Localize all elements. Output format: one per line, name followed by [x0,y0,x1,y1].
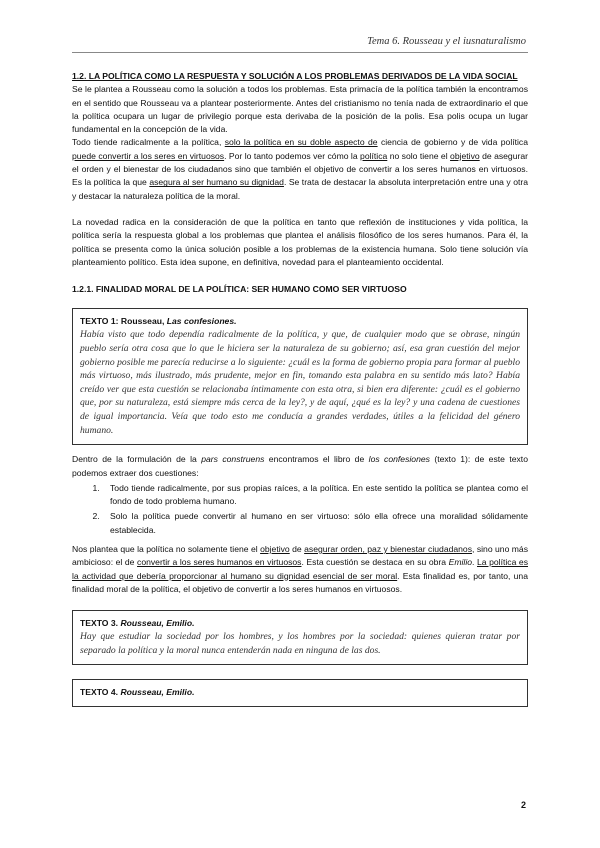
text-run: de [289,543,305,554]
paragraph-1: Se le plantea a Rousseau como la solución a todos los problemas. Esta primacía de la política también la encontramos en el sentido que Rousseau va a plantear posteriormente. Antes del cristianismo no tenía nada de extraordinario el que la política ocupara un lugar de privilegio porque esta derivaba de la posición de la polis. Esa polis ocupa un lugar fundamental en la concepción de la vida. [72,84,528,135]
text-run: Nos plantea que la política no solamente tiene el [72,543,261,554]
text-run: Todo tiende radicalmente a la política, [72,137,225,148]
underlined-run: convertir a los seres humanos en virtuosos [137,557,302,568]
underlined-run: solo la política en su doble aspecto de [224,137,378,148]
texto-4-box [72,679,528,707]
text-run: . Esta cuestión se destaca en su obra [301,557,449,568]
underlined-run: asegura al ser humano su dignidad [149,177,284,188]
underlined-run: La política es la actividad que debería proporcionar al humano su dignidad esencial de ser moral [72,557,528,581]
page-content [72,70,528,715]
texto-work: Rousseau, Emilio. [120,687,195,698]
text-run: ciencia de gobierno y de vida política [377,137,528,148]
text-run: . Se trata de destacar la absoluta interpretación entre una y otra y destacar la naturaleza política de la moral. [72,177,528,201]
section-heading: 1.2. LA POLÍTICA COMO LA RESPUESTA Y SOLUCIÓN A LOS PROBLEMAS DERIVADOS DE LA VIDA SOCIAL [72,71,518,81]
italic-run: los confesiones [368,454,430,465]
texto-1-quote: Había visto que todo dependía radicalmente de la política, y que, de cualquier modo que se obrase, ningún pueblo sería otra cosa que lo que le hiciera ser la naturaleza de su gobierno; así, esa gran cuestión del mejor gobierno posible me parecía reducirse a lo siguiente: ¿cuál es la forma de gobierno propia para formar al pueblo más virtuoso, más ilustrado, más prudente, mejor en fin, tomando esta palabra en su sentido más lato? Había creído ver que esta cuestión se relacionaba íntimamente con esta otra, si bien era diferente: ¿cuál es el gobierno que, por su naturaleza, está siempre más cerca de la ley?, y de aquí, ¿qué es la ley? y una cadena de cuestiones de igual importancia. Veía que todo esto me conducía a grandes verdades, útiles a la felicidad del género humano. [80,329,520,436]
texto-label: TEXTO 3. [80,618,121,629]
text-run: Dentro de la formulación de la [72,454,202,465]
paragraph-2 [72,136,528,202]
underlined-run: puede convertir a los seres en virtuosos [72,150,225,161]
texto-3-quote: Hay que estudiar la sociedad por los hombres, y los hombres por la sociedad: quienes quieran tratar por separado la política y la moral nunca entenderán nada en ninguna de las dos. [80,631,520,656]
running-header: Tema 6. Rousseau y el iusnaturalismo [367,36,526,47]
header-rule [72,52,528,53]
text-run: encontramos el libro de [264,454,369,465]
italic-run: Emilio [448,557,473,568]
underlined-run: objetivo [450,150,480,161]
text-run: . [472,557,477,568]
italic-run: pars construens [201,454,265,465]
underlined-run: asegurar orden, paz y bienestar ciudadanos [304,543,473,554]
paragraph-4 [72,543,528,596]
paragraph-3: La novedad radica en la consideración de que la política en tanto que reflexión de instituciones y vida política, la política sería la respuesta global a los problemas que plantea el análisis filosófico de los seres humanos. Para él, la política se presenta como la única solución posible a los problemas de la existencia humana. Solo tiene solución vía planteamiento político. Esta idea supone, en definitiva, novedad para el planteamiento occidental. [72,216,528,267]
list-item: 2. Solo la política puede convertir al humano en ser virtuoso: sólo ella ofrece una moralidad sólidamente establecida. [102,510,528,537]
text-run: de asegurar el orden y el bienestar de los ciudadanos sino que también el objetivo de convertir a los seres humanos en virtuosos. Es la política la que [72,150,528,188]
texto-1-box [72,308,528,445]
text-run: no solo tiene el [387,150,451,161]
text-run: . Esta finalidad es, por tanto, una finalidad moral de la política, el objetivo de convertir a los seres humanos en virtuosos. [72,570,528,594]
texto-1-title [80,315,520,328]
texto-4-title [80,686,520,699]
list-item: 1. Todo tiende radicalmente, por sus propias raíces, a la política. En este sentido la política se plantea como el fondo de todo problema humano. [102,482,528,509]
text-run: , sino uno más ambicioso: el de [72,543,529,568]
analysis-list [72,482,528,537]
texto-3-box [72,610,528,665]
subsection-heading: 1.2.1. FINALIDAD MORAL DE LA POLÍTICA: SER HUMANO COMO SER VIRTUOSO [72,284,407,295]
texto-3-title [80,617,520,630]
texto-work: Rousseau, Emilio. [120,618,195,629]
texto-author: : Rousseau, [115,316,167,327]
text-run: . Por lo tanto podemos ver cómo la [224,150,361,161]
text-run: (texto 1): de este texto podemos extraer dos cuestiones: [72,454,528,478]
underlined-run: política [360,150,388,161]
spacer [72,203,528,216]
texto-label: TEXTO 4. [80,687,121,698]
page-number: 2 [520,800,526,810]
analysis-intro [72,453,528,480]
texto-label: TEXTO 1 [80,316,116,327]
underlined-run: objetivo [260,543,290,554]
texto-work: Las confesiones. [166,316,237,327]
